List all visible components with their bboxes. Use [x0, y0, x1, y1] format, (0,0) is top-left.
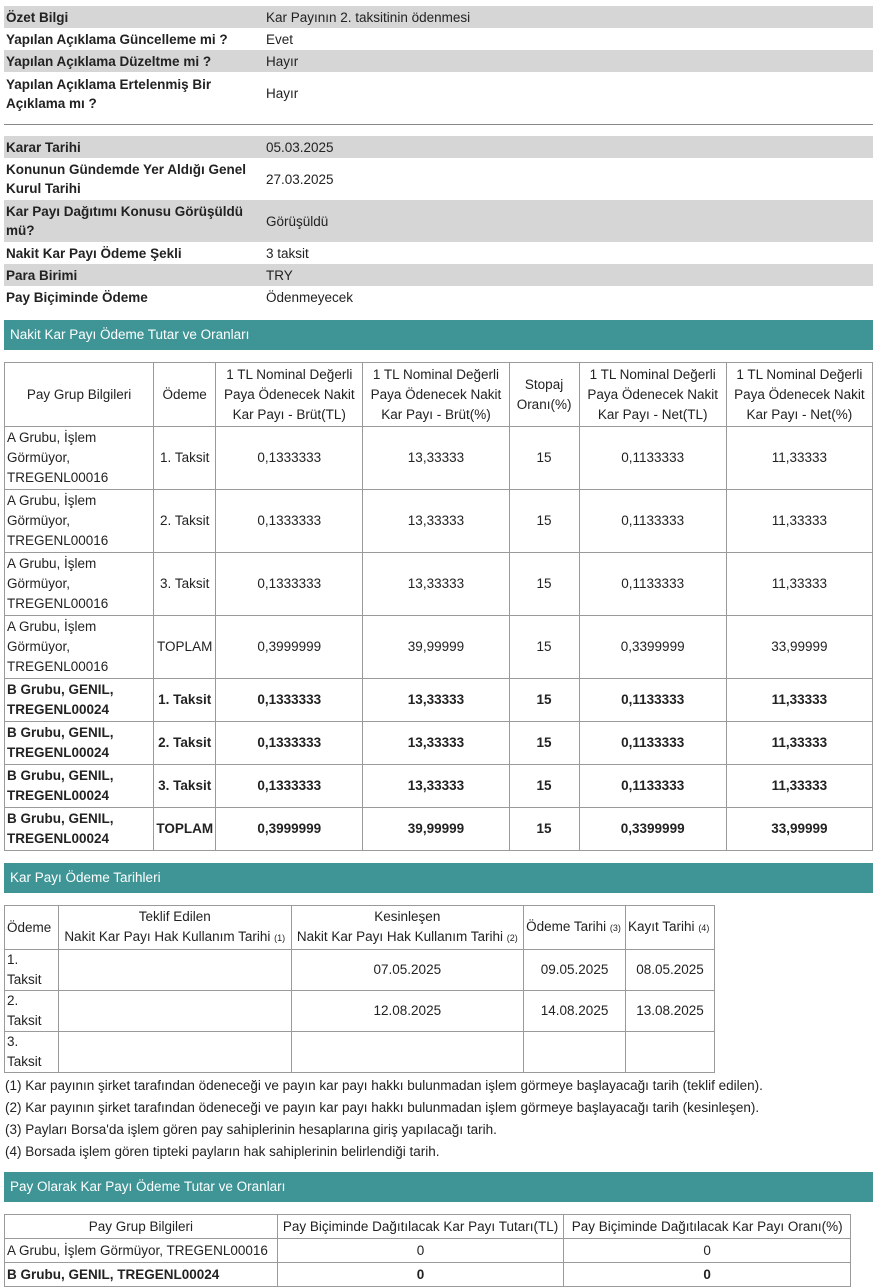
field-label: Pay Biçiminde Ödeme: [6, 289, 148, 305]
detail-row: [4, 136, 873, 158]
table-cell: 13,33333: [363, 427, 509, 490]
share-dividend-table: [4, 1214, 851, 1287]
table-cell: 3. Taksit: [5, 1032, 59, 1073]
table-cell: 13,33333: [363, 679, 509, 722]
table-cell: TOPLAM: [154, 808, 216, 851]
table-header-row: [5, 363, 873, 427]
field-label: Yapılan Açıklama Güncelleme mi ?: [6, 31, 228, 47]
table-cell: 0,1133333: [579, 722, 726, 765]
field-value: Kar Payının 2. taksitinin ödenmesi: [266, 9, 471, 25]
footnote: (3) Payları Borsa'da işlem gören pay sahiplerinin hesaplarına giriş yapılacağı tarih.: [5, 1122, 497, 1137]
column-header: Ödeme: [5, 906, 59, 950]
table-header-row: [5, 906, 715, 950]
table-cell: 07.05.2025: [291, 950, 524, 991]
table-cell: 0: [564, 1263, 851, 1287]
table-cell: TOPLAM: [154, 616, 216, 679]
column-header: Pay Grup Bilgileri: [5, 363, 154, 427]
field-label: Özet Bilgi: [6, 9, 69, 25]
column-header: 1 TL Nominal Değerli Paya Ödenecek Nakit Kar Payı - Net(%): [726, 363, 872, 427]
column-header: 1 TL Nominal Değerli Paya Ödenecek Nakit Kar Payı - Brüt(TL): [216, 363, 363, 427]
field-value: Ödenmeyecek: [266, 289, 354, 305]
table-cell: B Grubu, GENIL, TREGENL00024: [5, 1263, 278, 1287]
table-cell: A Grubu, İşlem Görmüyor, TREGENL00016: [5, 553, 154, 616]
section-header-cash: Nakit Kar Payı Ödeme Tutar ve Oranları: [4, 320, 873, 350]
field-label: Karar Tarihi: [6, 139, 81, 155]
table-cell: 0,3999999: [216, 616, 363, 679]
table-cell: 3. Taksit: [154, 553, 216, 616]
table-row: [5, 991, 715, 1032]
table-cell: 13,33333: [363, 722, 509, 765]
table-row: [5, 616, 873, 679]
footnote: (2) Kar payının şirket tarafından ödeneceği ve payın kar payı hakkı bulunmadan işlem görmeye başlayacağı tarih (kesinleşen).: [5, 1100, 760, 1115]
column-header: 1 TL Nominal Değerli Paya Ödenecek Nakit Kar Payı - Brüt(%): [363, 363, 509, 427]
table-cell: 11,33333: [726, 765, 872, 808]
field-label: Nakit Kar Payı Ödeme Şekli: [6, 245, 182, 261]
table-cell: 13,33333: [363, 553, 509, 616]
summary-row: [4, 50, 873, 72]
table-cell: [626, 1032, 715, 1073]
table-row: [5, 1032, 715, 1073]
field-value: 05.03.2025: [266, 139, 334, 155]
table-cell: 11,33333: [726, 490, 872, 553]
header-line: Nakit Kar Payı Hak Kullanım Tarihi: [64, 929, 271, 944]
table-cell: 0,3999999: [216, 808, 363, 851]
table-cell: 11,33333: [726, 427, 872, 490]
table-cell: B Grubu, GENIL, TREGENL00024: [5, 679, 154, 722]
table-row: [5, 1239, 851, 1263]
column-header: [58, 906, 291, 950]
table-cell: 0,3399999: [579, 616, 726, 679]
column-header: Stopaj Oranı(%): [509, 363, 579, 427]
column-header: Ödeme: [154, 363, 216, 427]
header-line: Kesinleşen: [374, 909, 441, 924]
detail-row: [4, 242, 873, 264]
field-value: Hayır: [266, 53, 299, 69]
column-header: [626, 906, 715, 950]
table-cell: [58, 991, 291, 1032]
table-cell: 2. Taksit: [5, 991, 59, 1032]
footnotes: [4, 1075, 873, 1163]
field-value: Hayır: [266, 86, 299, 101]
table-cell: A Grubu, İşlem Görmüyor, TREGENL00016: [5, 1239, 278, 1263]
table-cell: 1. Taksit: [154, 427, 216, 490]
footnote: (4) Borsada işlem gören tipteki payların hak sahiplerinin belirlendiği tarih.: [5, 1144, 440, 1159]
table-cell: 0: [564, 1239, 851, 1263]
table-cell: 15: [509, 722, 579, 765]
header-line: Kayıt Tarihi: [628, 919, 695, 934]
table-row: [5, 427, 873, 490]
table-cell: A Grubu, İşlem Görmüyor, TREGENL00016: [5, 427, 154, 490]
table-cell: 33,99999: [726, 808, 872, 851]
field-value: Görüşüldü: [266, 213, 329, 229]
table-cell: 13,33333: [363, 765, 509, 808]
table-cell: 0: [277, 1239, 564, 1263]
table-cell: 33,99999: [726, 616, 872, 679]
table-cell: 1. Taksit: [5, 950, 59, 991]
payment-dates-table: [4, 905, 715, 1073]
section-header-dates: Kar Payı Ödeme Tarihleri: [4, 863, 873, 893]
table-cell: 0,3399999: [579, 808, 726, 851]
column-header: Pay Biçiminde Dağıtılacak Kar Payı Oranı(%): [564, 1215, 851, 1239]
table-cell: 15: [509, 808, 579, 851]
table-row: [5, 490, 873, 553]
table-cell: [58, 1032, 291, 1073]
table-cell: 1. Taksit: [154, 679, 216, 722]
table-cell: 11,33333: [726, 722, 872, 765]
table-cell: 15: [509, 553, 579, 616]
table-cell: 0,1333333: [216, 553, 363, 616]
table-cell: B Grubu, GENIL, TREGENL00024: [5, 722, 154, 765]
detail-row: [4, 286, 873, 308]
field-value: TRY: [266, 267, 293, 283]
column-header: Pay Grup Bilgileri: [5, 1215, 278, 1239]
table-cell: 0: [277, 1263, 564, 1287]
footnote: (1) Kar payının şirket tarafından ödeneceği ve payın kar payı hakkı bulunmadan işlem görmeye başlayacağı tarih (teklif edilen).: [5, 1078, 763, 1093]
summary-block: [4, 6, 873, 115]
table-cell: 09.05.2025: [524, 950, 626, 991]
summary-row: [4, 6, 873, 28]
cash-dividend-table: [4, 362, 873, 851]
footnote-ref: (3): [609, 923, 621, 933]
table-row: [5, 722, 873, 765]
footnote-ref: (1): [274, 933, 286, 943]
table-cell: 0,1133333: [579, 490, 726, 553]
table-cell: 2. Taksit: [154, 490, 216, 553]
table-row: [5, 1263, 851, 1287]
summary-row: [4, 72, 873, 115]
table-cell: 15: [509, 679, 579, 722]
field-label: Konunun Gündemde Yer Aldığı Genel Kurul Tarihi: [6, 162, 247, 196]
detail-row: [4, 264, 873, 286]
details-block: [4, 136, 873, 308]
table-cell: 11,33333: [726, 553, 872, 616]
table-cell: B Grubu, GENIL, TREGENL00024: [5, 765, 154, 808]
table-cell: 39,99999: [363, 808, 509, 851]
disclosure-page: [4, 6, 873, 1287]
table-cell: 0,1333333: [216, 679, 363, 722]
table-cell: 0,1133333: [579, 427, 726, 490]
table-header-row: [5, 1215, 851, 1239]
field-label: Yapılan Açıklama Ertelenmiş Bir Açıklama mı ?: [6, 76, 212, 111]
table-cell: 0,1333333: [216, 427, 363, 490]
column-header: 1 TL Nominal Değerli Paya Ödenecek Nakit Kar Payı - Net(TL): [579, 363, 726, 427]
table-cell: 11,33333: [726, 679, 872, 722]
table-cell: 0,1133333: [579, 765, 726, 808]
table-cell: 39,99999: [363, 616, 509, 679]
table-cell: 13,33333: [363, 490, 509, 553]
table-cell: 12.08.2025: [291, 991, 524, 1032]
table-row: [5, 553, 873, 616]
detail-row: [4, 200, 873, 242]
table-cell: 13.08.2025: [626, 991, 715, 1032]
field-label: Kar Payı Dağıtımı Konusu Görüşüldü mü?: [6, 204, 244, 238]
footnote-ref: (2): [506, 933, 518, 943]
column-header: [291, 906, 524, 950]
field-value: 27.03.2025: [266, 171, 334, 187]
field-value: 3 taksit: [266, 245, 309, 261]
table-cell: B Grubu, GENIL, TREGENL00024: [5, 808, 154, 851]
table-cell: 0,1133333: [579, 553, 726, 616]
column-header: Pay Biçiminde Dağıtılacak Kar Payı Tutarı(TL): [277, 1215, 564, 1239]
table-cell: 15: [509, 616, 579, 679]
table-cell: [524, 1032, 626, 1073]
table-cell: 2. Taksit: [154, 722, 216, 765]
header-line: Ödeme Tarihi: [526, 919, 607, 934]
table-cell: 15: [509, 427, 579, 490]
field-value: Evet: [266, 31, 294, 47]
table-cell: 0,1333333: [216, 765, 363, 808]
table-cell: A Grubu, İşlem Görmüyor, TREGENL00016: [5, 490, 154, 553]
table-cell: 0,1133333: [579, 679, 726, 722]
table-cell: 08.05.2025: [626, 950, 715, 991]
header-line: Teklif Edilen: [138, 909, 211, 924]
table-row: [5, 808, 873, 851]
field-label: Yapılan Açıklama Düzeltme mi ?: [6, 53, 212, 69]
table-cell: [58, 950, 291, 991]
table-cell: [291, 1032, 524, 1073]
table-cell: 3. Taksit: [154, 765, 216, 808]
detail-row: [4, 158, 873, 200]
footnote-ref: (4): [698, 923, 710, 933]
summary-row: [4, 28, 873, 50]
table-row: [5, 950, 715, 991]
table-row: [5, 765, 873, 808]
table-cell: 0,1333333: [216, 490, 363, 553]
table-cell: 14.08.2025: [524, 991, 626, 1032]
table-cell: 15: [509, 490, 579, 553]
header-line: Nakit Kar Payı Hak Kullanım Tarihi: [296, 929, 503, 944]
table-cell: 0,1333333: [216, 722, 363, 765]
column-header: [524, 906, 626, 950]
table-cell: A Grubu, İşlem Görmüyor, TREGENL00016: [5, 616, 154, 679]
section-header-share: Pay Olarak Kar Payı Ödeme Tutar ve Oranları: [4, 1172, 873, 1202]
table-cell: 15: [509, 765, 579, 808]
field-label: Para Birimi: [6, 267, 78, 283]
table-row: [5, 679, 873, 722]
